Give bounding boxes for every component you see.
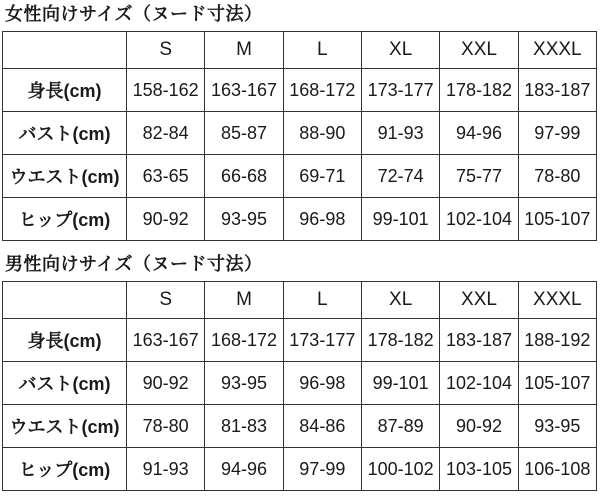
header-row bbox=[3, 32, 597, 69]
size-value-cell: 84-86 bbox=[283, 405, 361, 448]
size-value-cell: 178-182 bbox=[440, 69, 518, 112]
table-row bbox=[3, 319, 597, 362]
size-value-cell: 106-108 bbox=[518, 448, 596, 491]
size-value-cell: 102-104 bbox=[440, 362, 518, 405]
women-size-title: 女性向けサイズ（ヌード寸法） bbox=[5, 4, 263, 24]
size-value-cell: 94-96 bbox=[440, 112, 518, 155]
size-value-cell: 72-74 bbox=[361, 155, 439, 198]
size-value-cell: 91-93 bbox=[361, 112, 439, 155]
table-row bbox=[3, 112, 597, 155]
size-value-cell: 82-84 bbox=[127, 112, 205, 155]
size-value-cell: 93-95 bbox=[205, 362, 283, 405]
size-value-cell: 97-99 bbox=[518, 112, 596, 155]
table-row bbox=[3, 155, 597, 198]
size-column-header: L bbox=[283, 282, 361, 319]
size-value-cell: 99-101 bbox=[361, 198, 439, 241]
size-column-header: M bbox=[205, 282, 283, 319]
size-value-cell: 158-162 bbox=[127, 69, 205, 112]
size-value-cell: 99-101 bbox=[361, 362, 439, 405]
row-label: ヒップ(cm) bbox=[3, 448, 127, 491]
size-value-cell: 96-98 bbox=[283, 198, 361, 241]
size-value-cell: 94-96 bbox=[205, 448, 283, 491]
size-value-cell: 90-92 bbox=[440, 405, 518, 448]
men-size-section bbox=[2, 253, 598, 491]
size-column-header: XXL bbox=[440, 282, 518, 319]
size-value-cell: 69-71 bbox=[283, 155, 361, 198]
table-row bbox=[3, 198, 597, 241]
row-label: バスト(cm) bbox=[3, 112, 127, 155]
row-label: ウエスト(cm) bbox=[3, 155, 127, 198]
size-value-cell: 93-95 bbox=[518, 405, 596, 448]
size-value-cell: 97-99 bbox=[283, 448, 361, 491]
women-size-table bbox=[2, 31, 597, 241]
size-value-cell: 91-93 bbox=[127, 448, 205, 491]
size-value-cell: 96-98 bbox=[283, 362, 361, 405]
size-value-cell: 93-95 bbox=[205, 198, 283, 241]
size-value-cell: 90-92 bbox=[127, 198, 205, 241]
size-value-cell: 100-102 bbox=[361, 448, 439, 491]
row-label: バスト(cm) bbox=[3, 362, 127, 405]
table-row bbox=[3, 362, 597, 405]
size-column-header: M bbox=[205, 32, 283, 69]
size-value-cell: 87-89 bbox=[361, 405, 439, 448]
size-value-cell: 78-80 bbox=[518, 155, 596, 198]
size-value-cell: 183-187 bbox=[518, 69, 596, 112]
size-value-cell: 90-92 bbox=[127, 362, 205, 405]
size-value-cell: 78-80 bbox=[127, 405, 205, 448]
size-column-header: S bbox=[127, 32, 205, 69]
size-value-cell: 168-172 bbox=[283, 69, 361, 112]
size-value-cell: 173-177 bbox=[283, 319, 361, 362]
table-row bbox=[3, 448, 597, 491]
row-label: ヒップ(cm) bbox=[3, 198, 127, 241]
men-size-title: 男性向けサイズ（ヌード寸法） bbox=[5, 254, 263, 274]
size-value-cell: 183-187 bbox=[440, 319, 518, 362]
size-column-header: XXXL bbox=[518, 32, 596, 69]
men-size-table bbox=[2, 281, 597, 491]
size-value-cell: 102-104 bbox=[440, 198, 518, 241]
size-column-header: XXL bbox=[440, 32, 518, 69]
row-label: 身長(cm) bbox=[3, 69, 127, 112]
table-row bbox=[3, 69, 597, 112]
size-value-cell: 81-83 bbox=[205, 405, 283, 448]
size-value-cell: 63-65 bbox=[127, 155, 205, 198]
corner-cell bbox=[3, 32, 127, 69]
size-value-cell: 163-167 bbox=[205, 69, 283, 112]
header-row bbox=[3, 282, 597, 319]
size-value-cell: 66-68 bbox=[205, 155, 283, 198]
table-row bbox=[3, 405, 597, 448]
size-value-cell: 105-107 bbox=[518, 198, 596, 241]
size-value-cell: 85-87 bbox=[205, 112, 283, 155]
size-column-header: L bbox=[283, 32, 361, 69]
size-column-header: XL bbox=[361, 32, 439, 69]
size-value-cell: 103-105 bbox=[440, 448, 518, 491]
size-value-cell: 163-167 bbox=[127, 319, 205, 362]
size-value-cell: 168-172 bbox=[205, 319, 283, 362]
size-value-cell: 88-90 bbox=[283, 112, 361, 155]
corner-cell bbox=[3, 282, 127, 319]
row-label: ウエスト(cm) bbox=[3, 405, 127, 448]
size-value-cell: 188-192 bbox=[518, 319, 596, 362]
size-column-header: XXXL bbox=[518, 282, 596, 319]
size-value-cell: 105-107 bbox=[518, 362, 596, 405]
size-column-header: S bbox=[127, 282, 205, 319]
size-column-header: XL bbox=[361, 282, 439, 319]
size-value-cell: 178-182 bbox=[361, 319, 439, 362]
size-value-cell: 75-77 bbox=[440, 155, 518, 198]
women-size-section bbox=[2, 3, 598, 241]
size-value-cell: 173-177 bbox=[361, 69, 439, 112]
row-label: 身長(cm) bbox=[3, 319, 127, 362]
